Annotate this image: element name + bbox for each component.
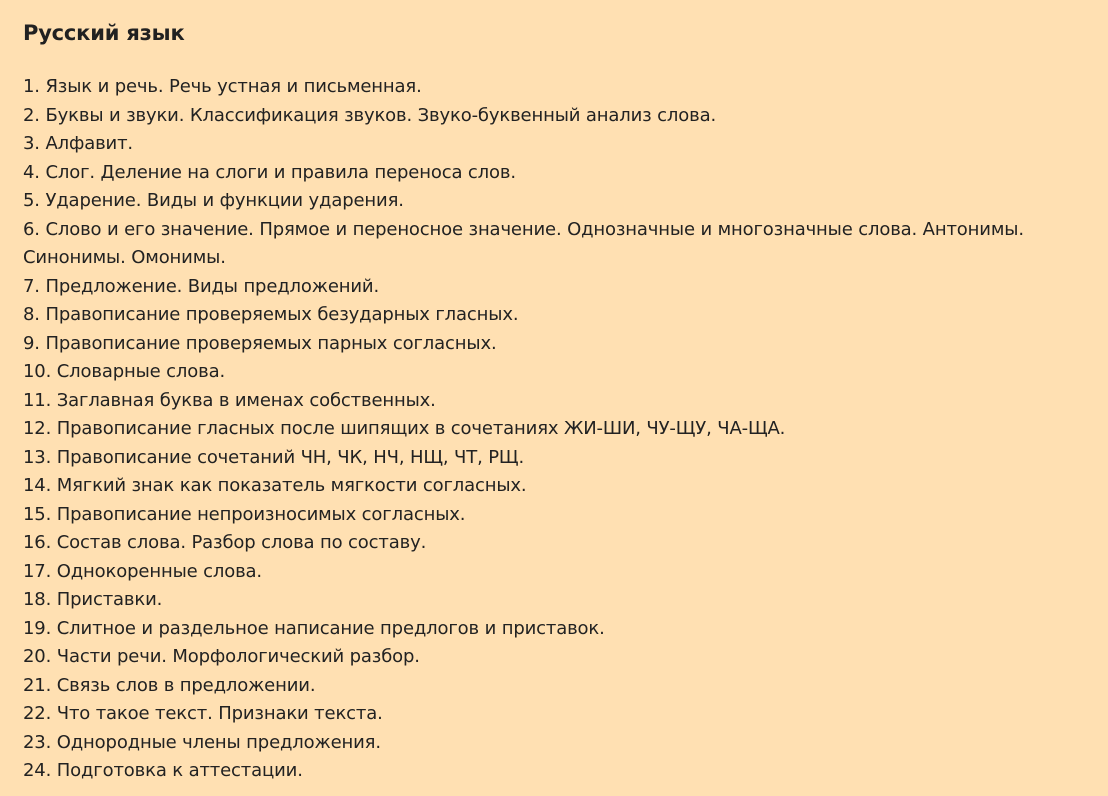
- page-title: Русский язык: [23, 21, 185, 45]
- topic-item-15: 15. Правописание непроизносимых согласных.: [23, 503, 466, 525]
- topic-item-1: 1. Язык и речь. Речь устная и письменная.: [23, 76, 422, 97]
- topic-item-7: 7. Предложение. Виды предложений.: [23, 275, 380, 297]
- topic-item-22: 22. Что такое текст. Признаки текста.: [23, 703, 383, 724]
- topic-item-18: 18. Приставки.: [23, 589, 163, 610]
- topic-item-21: 21. Связь слов в предложении.: [23, 674, 316, 696]
- topic-item-9: 9. Правописание проверяемых парных согласных.: [23, 332, 497, 354]
- topic-item-4: 4. Слог. Деление на слоги и правила переноса слов.: [23, 161, 516, 183]
- topic-item-13: 13. Правописание сочетаний ЧН, ЧК, НЧ, НЩ, ЧТ, РЩ.: [23, 446, 525, 468]
- topic-item-17: 17. Однокоренные слова.: [23, 560, 262, 582]
- topic-item-3: 3. Алфавит.: [23, 133, 133, 154]
- topic-item-19: 19. Слитное и раздельное написание предлогов и приставок.: [23, 617, 605, 639]
- topic-item-23: 23. Однородные члены предложения.: [23, 731, 381, 753]
- topic-item-8: 8. Правописание проверяемых безударных гласных.: [23, 304, 519, 325]
- topic-item-16: 16. Состав слова. Разбор слова по составу.: [23, 532, 427, 553]
- topic-list: [23, 73, 1084, 786]
- topic-item-6: 6. Слово и его значение. Прямое и переносное значение. Однозначные и многозначные слова. Антонимы. Синонимы. Омонимы.: [23, 218, 1024, 268]
- topic-item-24: 24. Подготовка к аттестации.: [23, 760, 303, 781]
- topic-item-2: 2. Буквы и звуки. Классификация звуков. Звуко-буквенный анализ слова.: [23, 104, 717, 126]
- topic-item-5: 5. Ударение. Виды и функции ударения.: [23, 190, 404, 211]
- topic-item-20: 20. Части речи. Морфологический разбор.: [23, 646, 420, 667]
- topic-item-14: 14. Мягкий знак как показатель мягкости согласных.: [23, 475, 527, 496]
- topic-item-12: 12. Правописание гласных после шипящих в сочетаниях ЖИ-ШИ, ЧУ-ЩУ, ЧА-ЩА.: [23, 418, 786, 439]
- topic-item-11: 11. Заглавная буква в именах собственных.: [23, 389, 436, 411]
- topic-item-10: 10. Словарные слова.: [23, 361, 226, 382]
